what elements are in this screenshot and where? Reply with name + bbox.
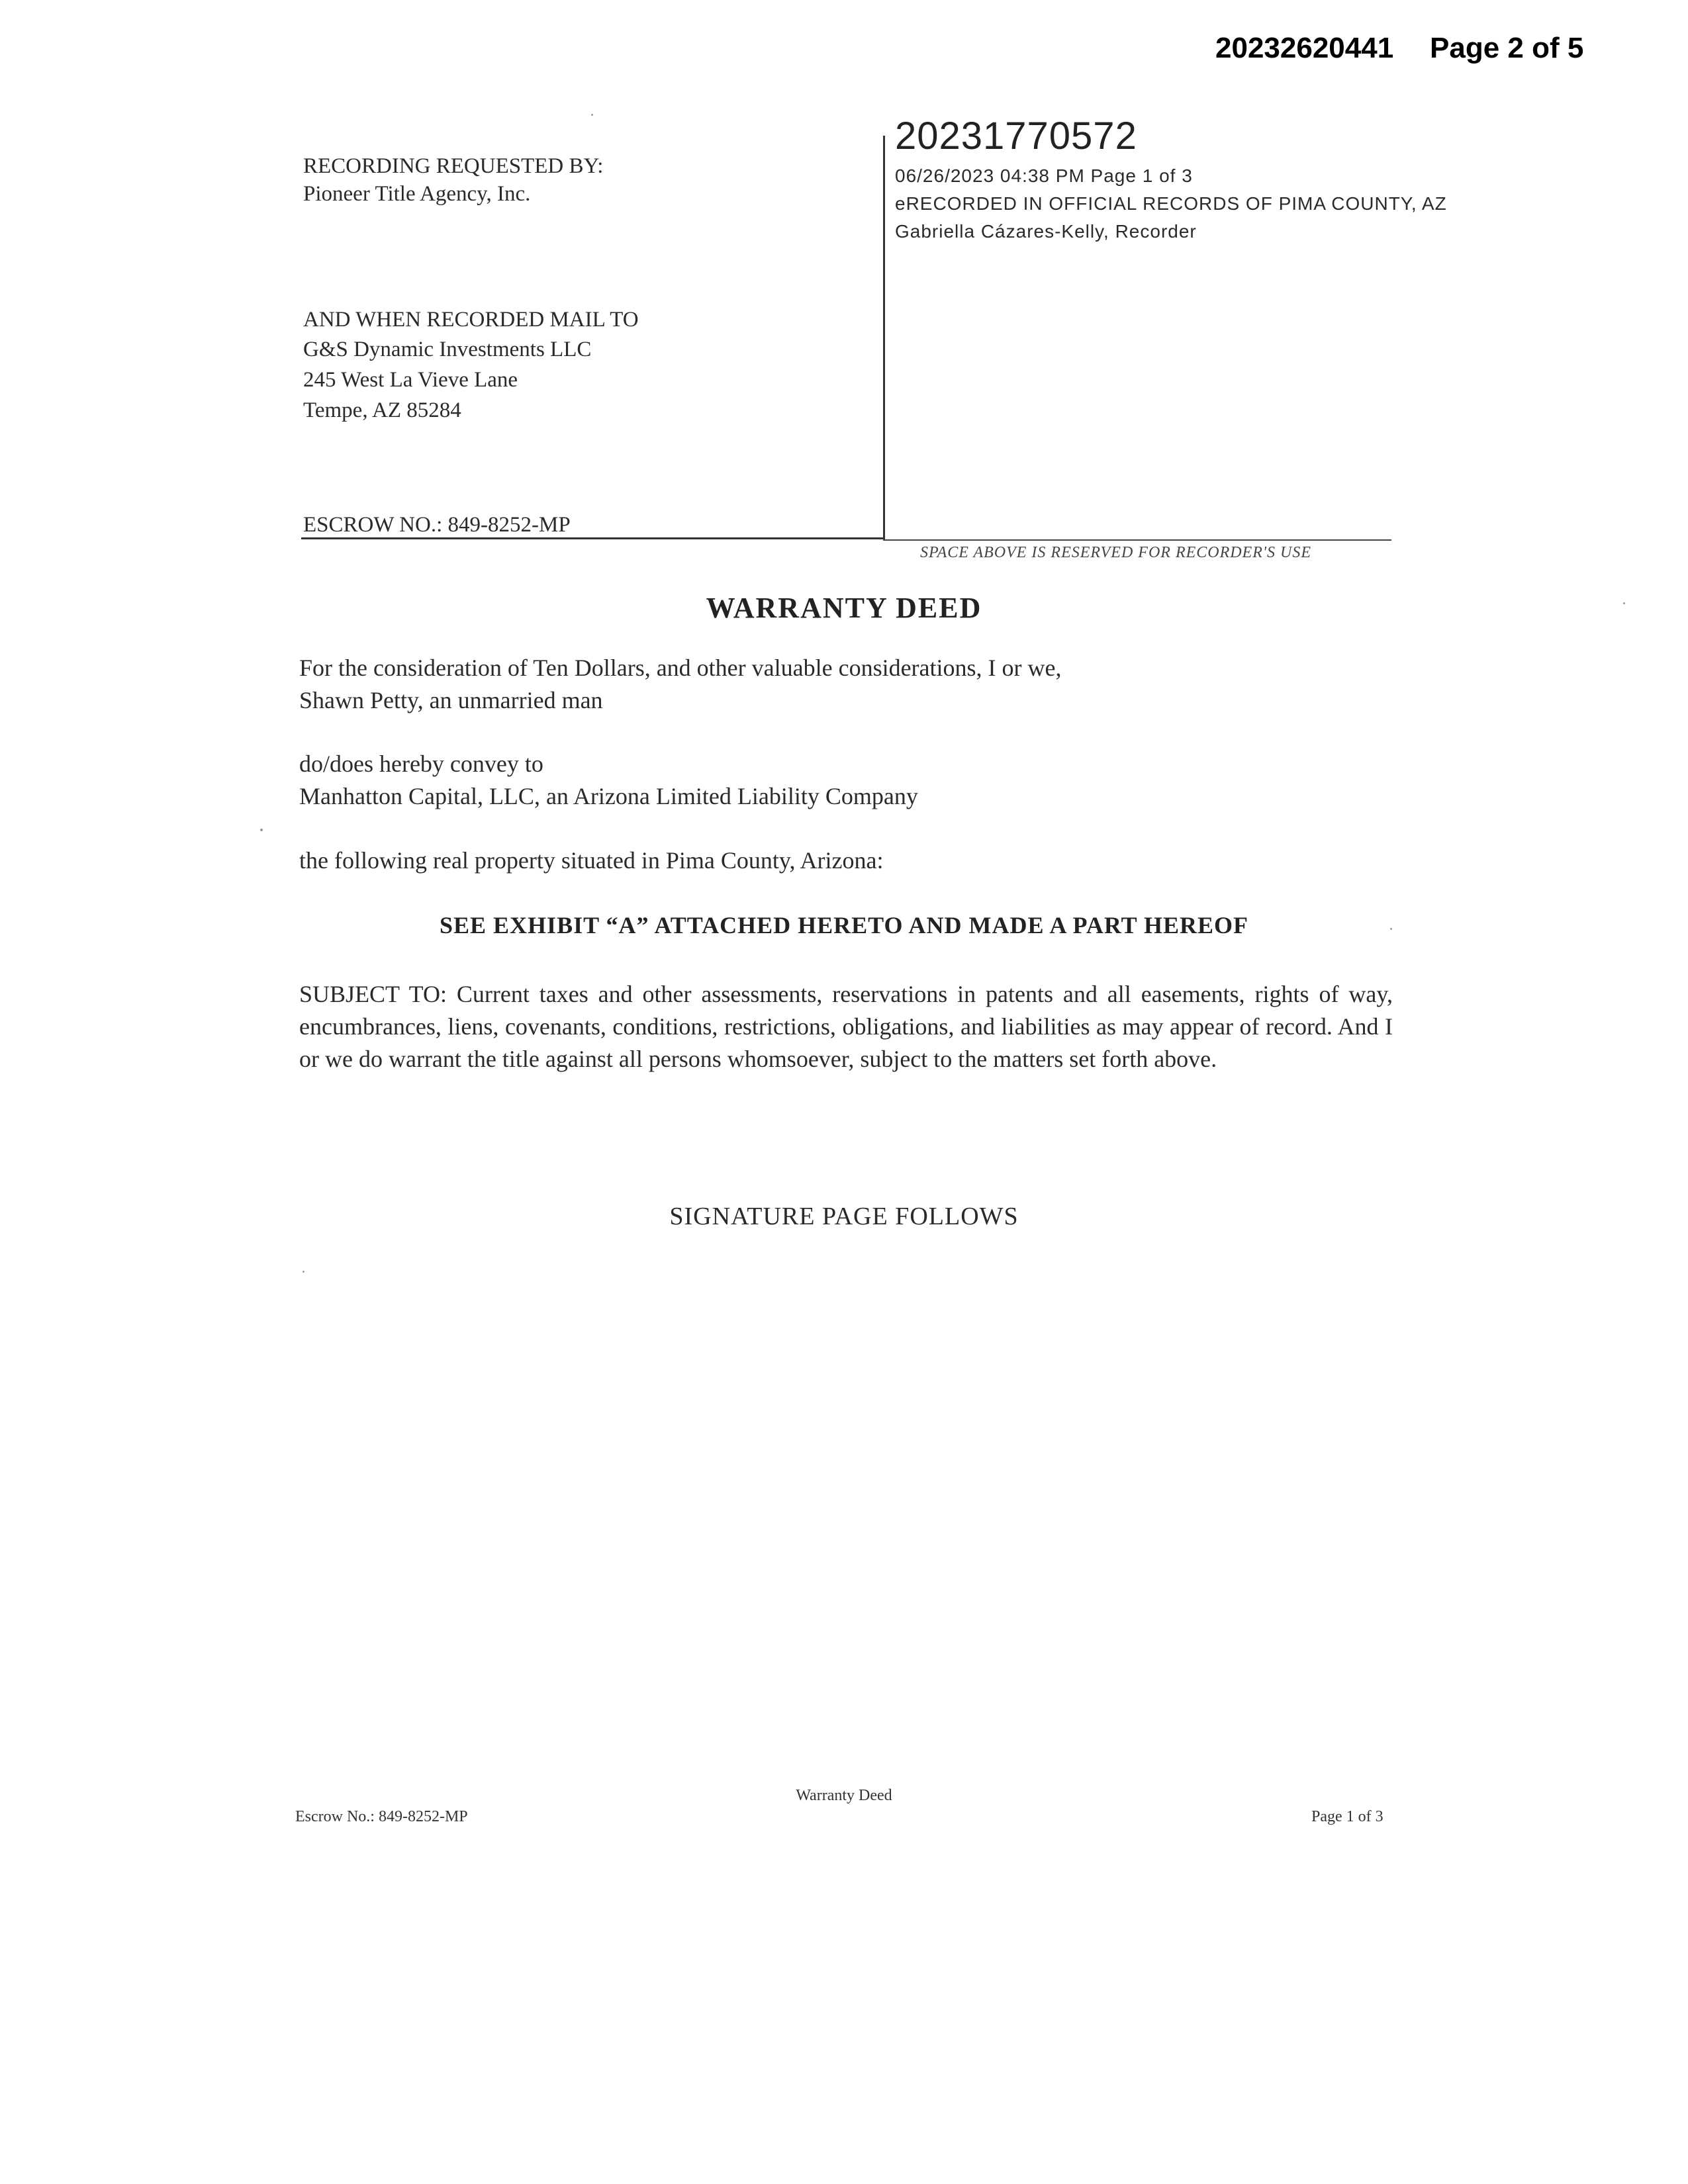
recording-requested-by: Pioneer Title Agency, Inc.	[303, 182, 531, 206]
mail-to-address-line2: Tempe, AZ 85284	[303, 398, 461, 422]
consideration-line: For the consideration of Ten Dollars, and other valuable considerations, I or we,	[299, 655, 1062, 681]
recording-requested-label: RECORDING REQUESTED BY:	[303, 154, 604, 178]
recorder-name: Gabriella Cázares-Kelly, Recorder	[895, 221, 1197, 242]
document-number-stamp: 20232620441	[1215, 32, 1394, 64]
scan-speck	[303, 1271, 305, 1273]
escrow-number: ESCROW NO.: 849-8252-MP	[303, 513, 571, 537]
mail-to-name: G&S Dynamic Investments LLC	[303, 338, 592, 361]
property-location-line: the following real property situated in Pima County, Arizona:	[299, 847, 884, 874]
scan-speck	[591, 114, 593, 116]
exhibit-reference: SEE EXHIBIT “A” ATTACHED HERETO AND MADE A PART HEREOF	[440, 912, 1248, 938]
scan-speck	[260, 829, 263, 831]
document-title: WARRANTY DEED	[706, 592, 982, 624]
header-underline-right	[883, 539, 1391, 541]
mail-to-label: AND WHEN RECORDED MAIL TO	[303, 308, 639, 332]
recorder-document-number: 20231770572	[895, 114, 1137, 158]
scan-speck	[1390, 928, 1392, 930]
header-underline-left	[301, 537, 883, 539]
page-indicator-stamp: Page 2 of 5	[1430, 32, 1584, 64]
scan-speck	[1623, 602, 1625, 604]
recorder-office-line: eRECORDED IN OFFICIAL RECORDS OF PIMA COUNTY, AZ	[895, 193, 1447, 214]
recorder-reserved-note: SPACE ABOVE IS RESERVED FOR RECORDER'S USE	[920, 544, 1312, 561]
recorder-space-divider	[883, 136, 885, 541]
grantor: Shawn Petty, an unmarried man	[299, 687, 603, 713]
footer-document-title: Warranty Deed	[796, 1787, 892, 1804]
mail-to-address-line1: 245 West La Vieve Lane	[303, 368, 518, 392]
signature-page-notice: SIGNATURE PAGE FOLLOWS	[669, 1203, 1019, 1230]
convey-line: do/does hereby convey to	[299, 751, 543, 777]
grantee: Manhatton Capital, LLC, an Arizona Limited Liability Company	[299, 783, 918, 809]
footer-page-number: Page 1 of 3	[1311, 1808, 1383, 1825]
recorder-datetime-page: 06/26/2023 04:38 PM Page 1 of 3	[895, 165, 1193, 186]
subject-to-paragraph: SUBJECT TO: Current taxes and other assessments, reservations in patents and all easements, rights of way, encumbrances, liens, covenants, conditions, restrictions, obligations, and liabilities as may appear of record. And I or we do warrant the title against all persons whomsoever, subject to the matters set forth above.	[299, 981, 1393, 1072]
footer-escrow-number: Escrow No.: 849-8252-MP	[295, 1808, 468, 1825]
